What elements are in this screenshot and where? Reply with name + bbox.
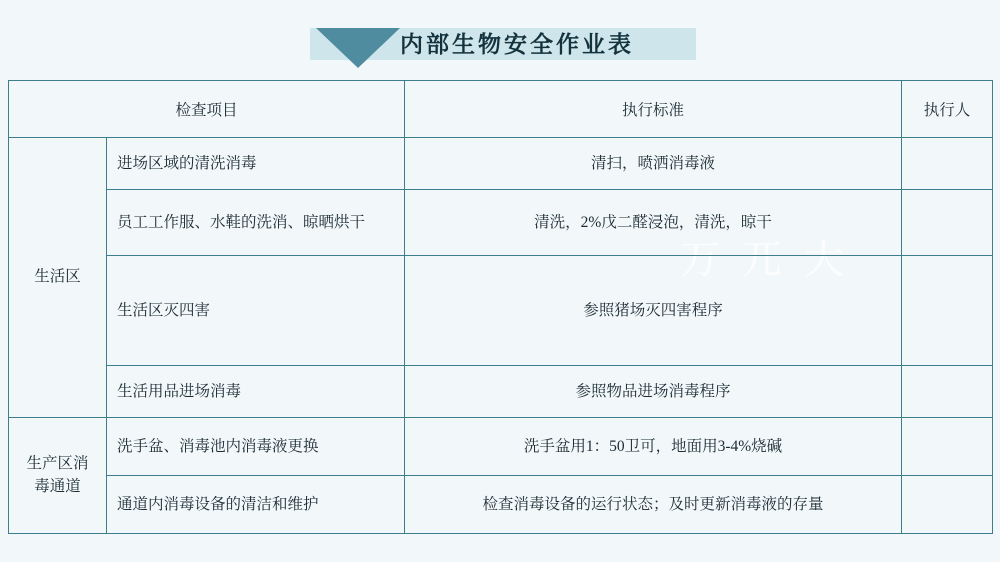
- cell-executor[interactable]: [902, 418, 993, 476]
- table-row: [9, 190, 993, 256]
- cell-executor[interactable]: [902, 476, 993, 534]
- page-title: 内部生物安全作业表: [400, 32, 634, 57]
- table-row: [9, 418, 993, 476]
- column-header-standard: 执行标准: [405, 81, 902, 138]
- row-group-label: 生活区: [9, 138, 107, 418]
- row-group-label: 生产区消毒通道: [9, 418, 107, 534]
- cell-item: 生活用品进场消毒: [107, 366, 405, 418]
- cell-standard: 清洗，2%戊二醛浸泡，清洗，晾干: [405, 190, 902, 256]
- cell-executor[interactable]: [902, 256, 993, 366]
- watermark-text: 万兀大: [680, 237, 866, 282]
- biosecurity-checklist-table: [8, 80, 993, 534]
- cell-item: 员工工作服、水鞋的洗消、晾晒烘干: [107, 190, 405, 256]
- cell-executor[interactable]: [902, 366, 993, 418]
- cell-standard: 洗手盆用1：50卫可，地面用3-4%烧碱: [405, 418, 902, 476]
- cell-executor[interactable]: [902, 190, 993, 256]
- cell-standard: 清扫，喷洒消毒液: [405, 138, 902, 190]
- cell-standard: 参照猪场灭四害程序: [405, 256, 902, 366]
- title-banner: [0, 14, 1000, 60]
- table-row: [9, 138, 993, 190]
- title-triangle-decoration: [316, 28, 400, 68]
- cell-item: 洗手盆、消毒池内消毒液更换: [107, 418, 405, 476]
- table-header-row: [9, 81, 993, 138]
- column-header-executor: 执行人: [902, 81, 993, 138]
- cell-standard: 检查消毒设备的运行状态；及时更新消毒液的存量: [405, 476, 902, 534]
- cell-executor[interactable]: [902, 138, 993, 190]
- table-row: [9, 366, 993, 418]
- table-body: [9, 138, 993, 534]
- cell-item: 生活区灭四害: [107, 256, 405, 366]
- column-header-item: 检查项目: [9, 81, 405, 138]
- cell-item: 进场区域的清洗消毒: [107, 138, 405, 190]
- cell-standard: 参照物品进场消毒程序: [405, 366, 902, 418]
- table-row: [9, 476, 993, 534]
- table-row: [9, 256, 993, 366]
- cell-item: 通道内消毒设备的清洁和维护: [107, 476, 405, 534]
